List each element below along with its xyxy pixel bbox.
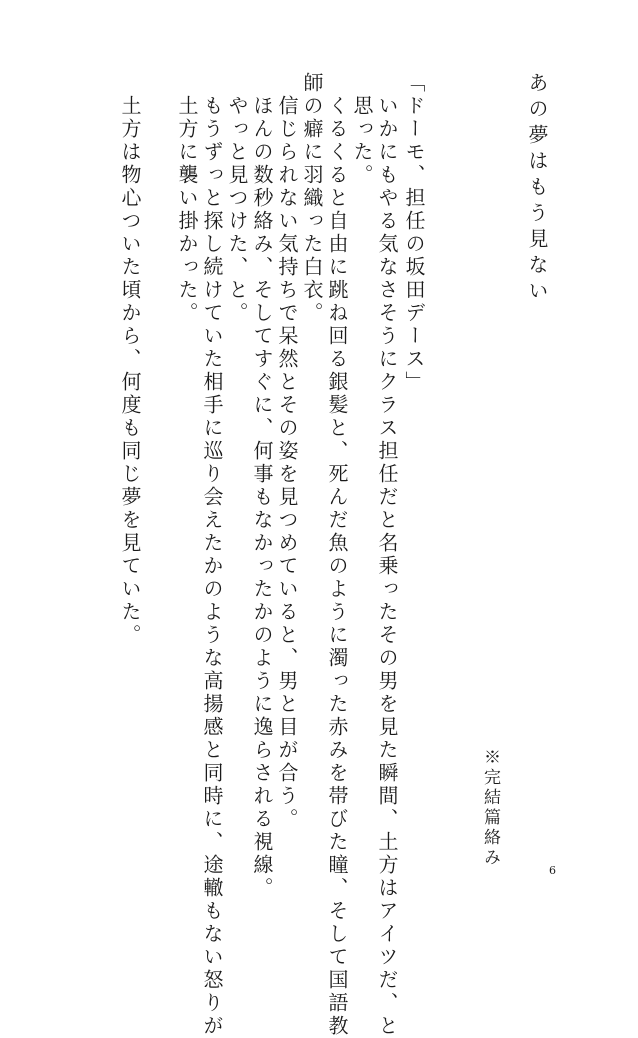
text-line: 土方に襲い掛かった。: [175, 95, 199, 325]
text-line-dialogue: 「ドーモ、担任の坂田デース」: [402, 72, 426, 394]
text-line: もうずっと探し続けていた相手に巡り会えたかのような高揚感と同時に、途轍もない怒りが: [200, 95, 224, 1038]
chapter-title: あの夢はもう見ない: [525, 72, 549, 306]
text-line: やっと見つけた、と。: [225, 95, 249, 325]
text-line: 思った。: [350, 95, 374, 187]
footnote-note: ※完結篇絡み: [480, 748, 500, 868]
text-line: ほんの数秒絡み、そしてすぐに、何事もなかったかのように逸らされる視線。: [250, 95, 274, 900]
text-line: 信じられない気持ちで呆然とその姿を見つめていると、男と目が合う。: [275, 95, 299, 831]
text-line: 土方は物心ついた頃から、何度も同じ夢を見ていた。: [118, 95, 142, 647]
text-line: 師の癖に羽織った白衣。: [300, 72, 324, 325]
text-line: いかにもやる気なさそうにクラス担任だと名乗ったその男を見た瞬間、土方はアイツだ、と: [375, 95, 399, 1038]
text-line: くるくると自由に跳ね回る銀髪と、死んだ魚のように濁った赤みを帯びた瞳、そして国語教: [325, 95, 349, 1038]
page-number: 6: [549, 864, 556, 877]
